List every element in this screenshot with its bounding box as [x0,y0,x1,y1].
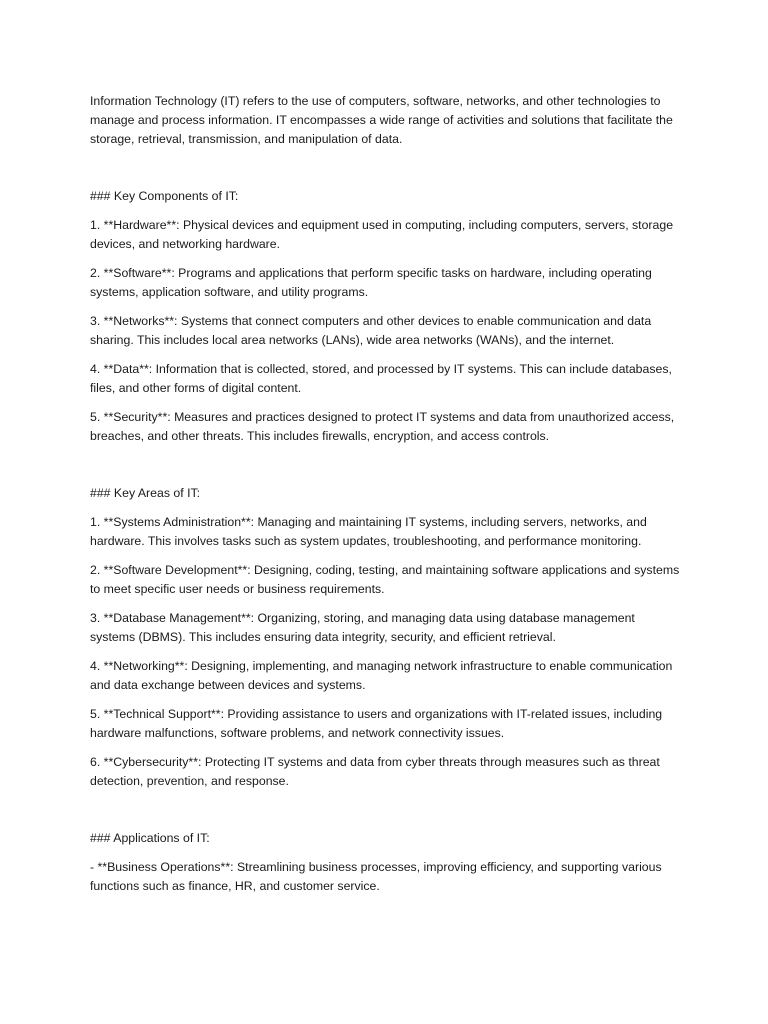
area-item-networking: 4. **Networking**: Designing, implementing, and managing network infrastructure to enable communication and data exchange between devices and systems. [90,659,673,692]
intro-paragraph: Information Technology (IT) refers to the use of computers, software, networks, and other technologies to manage and process information. IT encompasses a wide range of activities and solutions that facilitate the storage, retrieval, transmission, and manipulation of data. [90,94,673,146]
area-item-cybersecurity: 6. **Cybersecurity**: Protecting IT systems and data from cyber threats through measures such as threat detection, prevention, and response. [90,755,660,788]
application-item-business-operations: - **Business Operations**: Streamlining business processes, improving efficiency, and supporting various functions such as finance, HR, and customer service. [90,860,662,893]
area-item-database-management: 3. **Database Management**: Organizing, storing, and managing data using database management systems (DBMS). This includes ensuring data integrity, security, and efficient retrieval. [90,611,635,644]
area-item-software-development: 2. **Software Development**: Designing, coding, testing, and maintaining software applications and systems to meet specific user needs or business requirements. [90,563,680,596]
area-item-systems-administration: 1. **Systems Administration**: Managing and maintaining IT systems, including servers, networks, and hardware. This involves tasks such as system updates, troubleshooting, and performance monitoring. [90,515,647,548]
document-body [90,92,680,906]
component-item-software: 2. **Software**: Programs and applications that perform specific tasks on hardware, including operating systems, application software, and utility programs. [90,266,652,299]
components-heading: ### Key Components of IT: [90,189,239,203]
applications-heading: ### Applications of IT: [90,831,210,845]
component-item-hardware: 1. **Hardware**: Physical devices and equipment used in computing, including computers, servers, storage devices, and networking hardware. [90,218,674,251]
areas-heading: ### Key Areas of IT: [90,486,201,500]
component-item-security: 5. **Security**: Measures and practices designed to protect IT systems and data from unauthorized access, breaches, and other threats. This includes firewalls, encryption, and access controls. [90,410,675,443]
component-item-data: 4. **Data**: Information that is collected, stored, and processed by IT systems. This can include databases, files, and other forms of digital content. [90,362,672,395]
area-item-technical-support: 5. **Technical Support**: Providing assistance to users and organizations with IT-related issues, including hardware malfunctions, software problems, and network connectivity issues. [90,707,663,740]
component-item-networks: 3. **Networks**: Systems that connect computers and other devices to enable communication and data sharing. This includes local area networks (LANs), wide area networks (WANs), and the internet. [90,314,652,347]
